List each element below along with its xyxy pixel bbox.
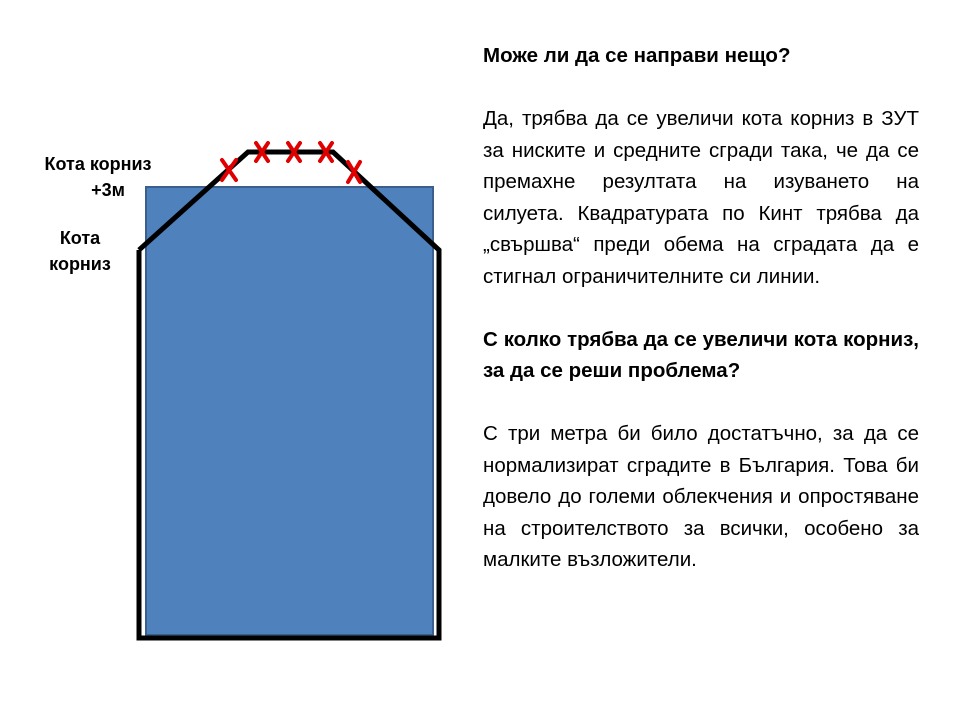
label-cornice (30, 225, 130, 277)
conflict-markers (222, 143, 360, 182)
label-line: Кота (59, 228, 101, 248)
label-cornice-plus-3m (28, 151, 168, 203)
answer-2: С три метра би било достатъчно, за да се нормализират сградите в България. Това би довело до големи облекчения и опростяване на строителството за всички, особено за малките възложители. (483, 422, 919, 571)
answer-1: Да, трябва да се увеличи кота корниз в ЗУТ за ниските и средните сгради така, че да се премахне резултата на изуването на силуета. Квадратурата по Кинт трябва да „свършва“ преди обема на сградата да е стигнал ограничителните си линии. (483, 107, 919, 288)
label-line: корниз (49, 254, 111, 274)
label-line: +3м (91, 180, 125, 200)
label-line: Кота корниз (44, 154, 152, 174)
x-marker-icon (222, 160, 236, 180)
question-1: Може ли да се направи нещо? (483, 44, 791, 67)
explanation-text (483, 40, 919, 576)
question-2: С колко трябва да се увеличи кота корниз, за да се реши проблема? (483, 327, 919, 382)
building-volume (146, 187, 433, 635)
